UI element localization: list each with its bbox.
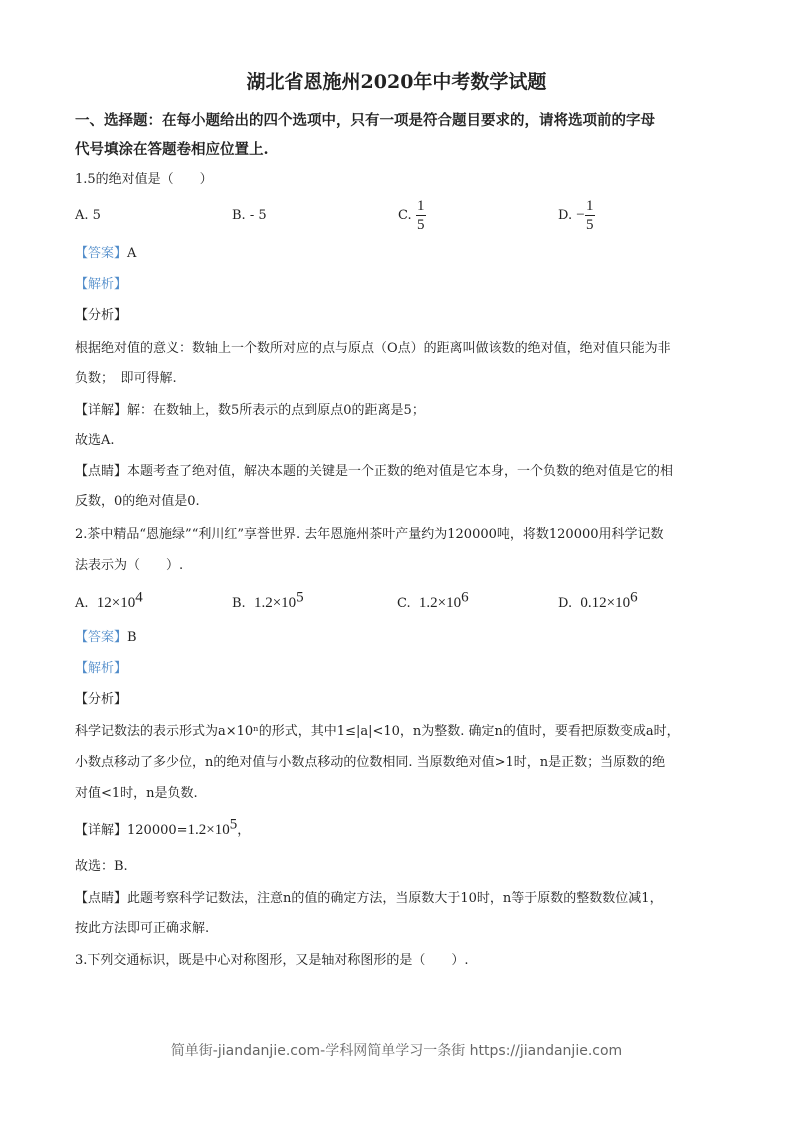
q2-guxuan: 故选：B.	[75, 859, 128, 874]
option-letter: C.	[397, 596, 411, 611]
xiangjie-label: 【详解】	[75, 823, 128, 838]
answer-label: 【答案】	[75, 630, 128, 645]
q2-answer	[75, 630, 137, 646]
q1-option-c	[398, 198, 426, 233]
footer-watermark: 简单街-jiandanjie.com-学科网简单学习一条街 https://jiandanjie.com	[170, 1043, 623, 1059]
q1-answer	[75, 246, 136, 262]
q2-stem-line: 法表示为（ ）.	[75, 558, 184, 573]
answer-value: B	[127, 630, 137, 645]
xiangjie-text: 解：在数轴上，数5所表示的点到原点0的距离是5；	[127, 403, 425, 418]
dianjing-label: 【点睛】	[75, 891, 128, 906]
dianjing-label: 【点睛】	[75, 464, 128, 479]
dianjing-text: 本题考查了绝对值，解决本题的关键是一个正数的绝对值是它本身，一个负数的绝对值是它的相	[127, 464, 674, 479]
minus-sign: −	[576, 207, 585, 223]
exponent: 5	[229, 816, 238, 833]
fraction-bar	[585, 215, 595, 216]
exponent: 5	[296, 589, 304, 606]
q1-option-d	[558, 198, 595, 233]
q2-dianjing	[75, 891, 663, 907]
q1-fenxi-line: 根据绝对值的意义：数轴上一个数所对应的点与原点（O点）的距离叫做该数的绝对值，绝对值只能为非	[75, 341, 671, 356]
fraction	[416, 198, 426, 233]
xiangjie-math: 1.2×10	[187, 822, 230, 838]
dianjing-text: 此题考察科学记数法，注意n的值的确定方法，当原数大于10时，n等于原数的整数数位减1，	[127, 891, 663, 906]
q1-jiexi-label: 【解析】	[75, 277, 128, 292]
exponent: 6	[461, 589, 469, 606]
q1-dianjing-line: 反数，0的绝对值是0.	[75, 494, 200, 509]
exponent: 4	[135, 589, 143, 606]
xiangjie-punct: ，	[237, 823, 251, 838]
section-heading-line2: 代号填涂在答题卷相应位置上.	[75, 141, 269, 158]
xiangjie-text: 120000=	[127, 823, 188, 838]
q2-fenxi-line: 科学记数法的表示形式为a×10ⁿ的形式，其中1≤|a|<10，n为整数. 确定n的值时，要看把原数变成a时，	[75, 724, 680, 739]
q3-stem: 3.下列交通标识，既是中心对称图形，又是轴对称图形的是（ ）.	[75, 953, 469, 968]
fraction	[585, 198, 595, 233]
q1-option-b	[232, 207, 267, 225]
fraction-bar	[416, 215, 426, 216]
option-letter: D.	[558, 208, 573, 223]
q2-fenxi-line: 小数点移动了多少位，n的绝对值与小数点移动的位数相同. 当原数绝对值>1时，n是正数；当原数的绝	[75, 755, 666, 770]
option-value: 1.2×10	[253, 595, 297, 611]
option-value: 12×10	[96, 595, 136, 611]
q1-fenxi-label: 【分析】	[75, 308, 128, 323]
option-letter: B.	[232, 596, 246, 611]
section-heading-line1: 一、选择题：在每小题给出的四个选项中，只有一项是符合题目要求的，请将选项前的字母	[75, 112, 655, 129]
numerator: 1	[585, 198, 594, 214]
q1-fenxi-line: 负数； 即可得解.	[75, 371, 177, 386]
q2-option-a	[75, 589, 143, 613]
q2-fenxi-line: 对值<1时，n是负数.	[75, 786, 198, 801]
q2-option-d	[558, 589, 638, 613]
denominator: 5	[585, 217, 594, 233]
q2-fenxi-label: 【分析】	[75, 692, 128, 707]
q1-option-a: A. 5	[75, 208, 101, 223]
numerator: 1	[417, 198, 425, 214]
option-letter: D.	[558, 596, 573, 611]
q2-option-b	[232, 589, 304, 613]
option-letter: A.	[75, 596, 89, 611]
option-value: 0.12×10	[580, 595, 631, 611]
denominator: 5	[417, 217, 425, 233]
q1-guxuan: 故选A.	[75, 433, 115, 448]
q1-xiangjie	[75, 403, 425, 419]
page-title: 湖北省恩施州2020年中考数学试题	[246, 71, 547, 93]
q2-xiangjie	[75, 816, 251, 839]
q2-stem-line: 2.茶中精品“恩施绿”“利川红”享誉世界. 去年恩施州茶叶产量约为120000吨，将数120000用科学记数	[75, 527, 664, 542]
q1-dianjing	[75, 464, 673, 480]
exponent: 6	[630, 589, 638, 606]
answer-label: 【答案】	[75, 246, 128, 261]
option-value: - 5	[249, 208, 267, 223]
option-value: 1.2×10	[418, 595, 462, 611]
q2-jiexi-label: 【解析】	[75, 661, 128, 676]
xiangjie-label: 【详解】	[75, 403, 128, 418]
q1-stem: 1.5的绝对值是（ ）	[75, 172, 213, 187]
q2-dianjing-line: 按此方法即可正确求解.	[75, 921, 210, 936]
q2-option-c	[397, 589, 469, 613]
answer-value: A	[127, 246, 137, 261]
option-letter: B.	[232, 208, 246, 223]
option-letter: C.	[398, 208, 412, 223]
